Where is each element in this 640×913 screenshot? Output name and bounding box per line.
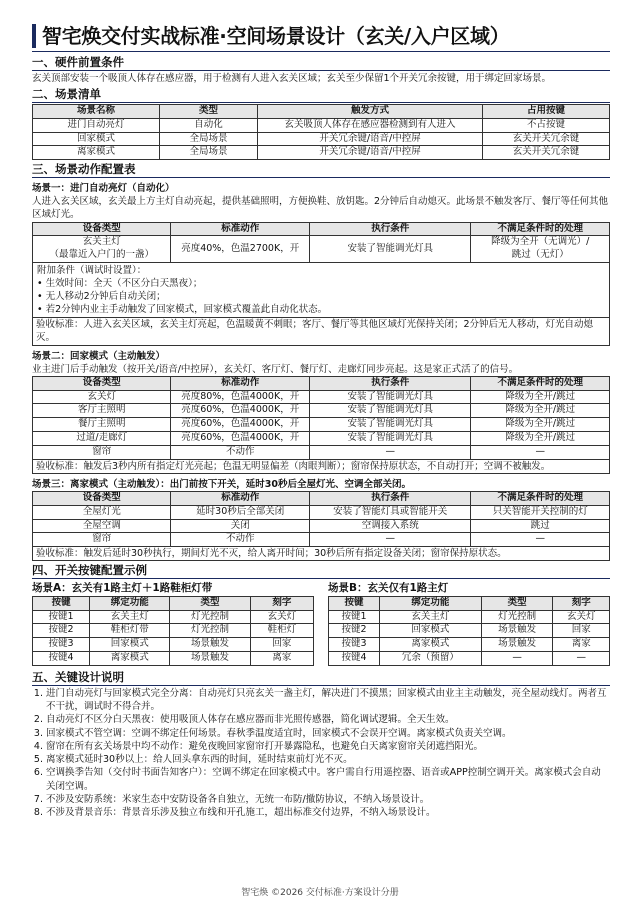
table-cell: 按键3 xyxy=(329,638,380,652)
table-cell: 按键3 xyxy=(33,638,90,652)
section-hardware-heading: 一、硬件前置条件 xyxy=(32,55,124,69)
table-cell: 回家 xyxy=(250,638,313,652)
table-cell: 回家模式 xyxy=(90,638,170,652)
table-cell: 离家模式 xyxy=(33,146,160,160)
table-cell: 离家 xyxy=(250,651,313,665)
scene1-notes xyxy=(32,263,610,318)
list-item: 2. 自动亮灯不区分白天黑夜：使用吸顶人体存在感应器而非光照传感器，简化调试逻辑。全天生效。 xyxy=(46,713,610,726)
table-header: 设备类型 xyxy=(33,376,171,390)
table-cell: 不占按键 xyxy=(483,118,610,132)
scene1-desc: 人进入玄关区域，玄关最上方主灯自动亮起，提供基础照明，方便换鞋、放钥匙。2分钟后自动熄灭。此场景不触发客厅、餐厅等任何其他区域灯光。 xyxy=(32,196,609,221)
table-row xyxy=(33,132,610,146)
table-cell: 不动作 xyxy=(171,533,309,547)
divider xyxy=(32,685,610,686)
section-notes-heading: 五、关键设计说明 xyxy=(32,669,124,684)
table-cell: 安装了智能调光灯具 xyxy=(309,418,471,432)
list-item: 5. 离家模式延时30秒以上：给人回头拿东西的时间，延时结束前灯光不灭。 xyxy=(46,753,610,766)
table-header: 标准动作 xyxy=(171,376,309,390)
table-cell: 延时30秒后全部关闭 xyxy=(171,505,309,519)
table-cell: 灯光控制 xyxy=(170,624,250,638)
table-header: 执行条件 xyxy=(309,222,471,236)
list-item: 3. 回家模式不管空调：空调不绑定任何场景。春秋季温度适宜时，回家模式不会误开空调。离家模式负责关空调。 xyxy=(46,727,610,740)
table-header: 执行条件 xyxy=(309,491,471,505)
table-cell: 冗余（预留） xyxy=(379,651,481,665)
scene3-title: 场景三：离家模式（主动触发）：出门前按下开关，延时30秒后全屋灯光、空调全部关闭。 xyxy=(32,478,411,490)
table-cell: 餐厅主照明 xyxy=(33,418,171,432)
list-item: 1. 进门自动亮灯与回家模式完全分离：自动亮灯只亮玄关一盏主灯，解决进门不摸黑；回家模式由业主主动触发，亮全屋动线灯。两者互不干扰，调试时不得合并。 xyxy=(46,687,610,714)
table-cell: 自动化 xyxy=(159,118,257,132)
table-cell: 跳过 xyxy=(471,519,610,533)
table-cell: 窗帘 xyxy=(33,533,171,547)
table-cell: 降级为全开/跳过 xyxy=(471,404,610,418)
table-header: 场景名称 xyxy=(33,104,160,118)
table-cell: — xyxy=(471,445,610,459)
divider xyxy=(32,578,610,579)
table-row xyxy=(33,445,610,459)
table-header: 刻字 xyxy=(250,596,313,610)
title-rule xyxy=(32,51,610,52)
scene2-title: 场景二：回家模式（主动触发） xyxy=(32,350,166,362)
table-row xyxy=(33,533,610,547)
table-cell: 离家模式 xyxy=(90,651,170,665)
table-cell: 亮度60%，色温4000K，开 xyxy=(171,404,309,418)
table-cell: 降级为全开（无调光）/ 跳过（无灯） xyxy=(471,236,610,263)
table-cell: 鞋柜灯带 xyxy=(90,624,170,638)
table-row xyxy=(33,651,314,665)
list-item: • 无人移动2分钟后自动关闭； xyxy=(37,290,605,303)
section-actions-heading: 三、场景动作配置表 xyxy=(32,162,136,177)
scene-a-block xyxy=(32,581,314,666)
table-cell: 安装了智能调光灯具 xyxy=(309,432,471,446)
table-cell: 降级为全开/跳过 xyxy=(471,432,610,446)
scene-b-table xyxy=(328,596,610,666)
table-cell: 安装了智能灯具或智能开关 xyxy=(309,505,471,519)
table-header: 不满足条件时的处理 xyxy=(471,376,610,390)
table-row xyxy=(33,404,610,418)
table-header: 类型 xyxy=(481,596,553,610)
table-cell: 只关智能开关控制的灯 xyxy=(471,505,610,519)
table-cell: 玄关灯 xyxy=(250,610,313,624)
table-header: 执行条件 xyxy=(309,376,471,390)
list-item: 6. 空调换季告知（交付时书面告知客户）：空调不绑定在回家模式中。客户需自行用遥控器、语音或APP控制空调开关。离家模式会自动关闭空调。 xyxy=(46,766,610,793)
table-cell: 灯光控制 xyxy=(481,610,553,624)
scene2-verify: 验收标准：触发后3秒内所有指定灯光亮起；色温无明显偏差（肉眼判断）；窗帘保持原状态，不自动打开；空调不被触发。 xyxy=(32,460,610,474)
table-header: 占用按键 xyxy=(483,104,610,118)
table-cell: 按键1 xyxy=(33,610,90,624)
table-header: 按键 xyxy=(329,596,380,610)
divider xyxy=(32,177,610,178)
table-header: 按键 xyxy=(33,596,90,610)
table-row xyxy=(33,118,610,132)
table-cell: 玄关吸顶人体存在感应器检测到有人进入 xyxy=(258,118,483,132)
table-cell: 玄关开关冗余键 xyxy=(483,132,610,146)
table-cell: 亮度40%，色温2700K，开 xyxy=(171,236,309,263)
table-cell: 玄关开关冗余键 xyxy=(483,146,610,160)
scene-b-block xyxy=(328,581,610,666)
table-cell: 按键4 xyxy=(329,651,380,665)
table-cell: 按键2 xyxy=(33,624,90,638)
table-cell: 回家模式 xyxy=(379,624,481,638)
table-header: 标准动作 xyxy=(171,222,309,236)
table-cell: 按键2 xyxy=(329,624,380,638)
scene1-title: 场景一：进门自动亮灯（自动化） xyxy=(32,183,175,195)
table-cell: 过道/走廊灯 xyxy=(33,432,171,446)
scene2-table xyxy=(32,376,610,460)
notes-title: 附加条件（调试时设置）： xyxy=(37,264,147,276)
page-title: 智宅焕交付实战标准·空间场景设计（玄关/入户区域） xyxy=(32,24,610,48)
table-cell: 亮度80%，色温4000K，开 xyxy=(171,390,309,404)
table-header: 设备类型 xyxy=(33,222,171,236)
scene3-verify: 验收标准：触发后延时30秒执行，期间灯光不灭，给人离开时间；30秒后所有指定设备关闭；窗帘保持原状态。 xyxy=(32,547,610,561)
table-cell: 安装了智能调光灯具 xyxy=(309,404,471,418)
table-row xyxy=(33,432,610,446)
divider xyxy=(32,70,610,71)
scene2-desc: 业主进门后手动触发（按开关/语音/中控屏），玄关灯、客厅灯、餐厅灯、走廊灯同步亮起。这是家正式活了的信号。 xyxy=(32,363,519,375)
table-row xyxy=(33,390,610,404)
table-header: 绑定功能 xyxy=(90,596,170,610)
table-cell: — xyxy=(553,651,610,665)
table-cell: 玄关灯 xyxy=(33,390,171,404)
table-cell: 按键1 xyxy=(329,610,380,624)
table-cell: 不动作 xyxy=(171,445,309,459)
table-row xyxy=(329,638,610,652)
table-header: 不满足条件时的处理 xyxy=(471,491,610,505)
list-item: 4. 窗帘在所有玄关场景中均不动作：避免夜晚回家窗帘打开暴露隐私，也避免白天离家窗帘关闭遮挡阳光。 xyxy=(46,740,610,753)
table-cell: 场景触发 xyxy=(481,638,553,652)
table-row xyxy=(33,519,610,533)
table-cell: 开关冗余键/语音/中控屏 xyxy=(258,146,483,160)
table-cell: 场景触发 xyxy=(481,624,553,638)
table-cell: 离家 xyxy=(553,638,610,652)
table-header: 绑定功能 xyxy=(379,596,481,610)
table-cell: — xyxy=(309,445,471,459)
table-row xyxy=(329,610,610,624)
table-header: 设备类型 xyxy=(33,491,171,505)
table-row xyxy=(33,418,610,432)
table-cell: 回家模式 xyxy=(33,132,160,146)
key-config-examples xyxy=(32,581,610,666)
table-cell: 客厅主照明 xyxy=(33,404,171,418)
table-cell: 玄关灯 xyxy=(553,610,610,624)
table-cell: 安装了智能调光灯具 xyxy=(309,390,471,404)
table-cell: 空调接入系统 xyxy=(309,519,471,533)
table-cell: 全屋空调 xyxy=(33,519,171,533)
table-cell: — xyxy=(471,533,610,547)
list-item: 7. 不涉及安防系统：米家生态中安防设备各自独立，无统一布防/撤防协议，不纳入场景设计。 xyxy=(46,793,610,806)
table-row xyxy=(329,624,610,638)
scene-b-title: 场景B：玄关仅有1路主灯 xyxy=(328,582,449,595)
scene1-table xyxy=(32,222,610,263)
table-cell: 离家模式 xyxy=(379,638,481,652)
list-item: 8. 不涉及背景音乐：背景音乐涉及独立布线和开孔施工，超出标准交付边界，不纳入场景设计。 xyxy=(46,806,610,819)
table-row xyxy=(33,624,314,638)
table-cell: 安装了智能调光灯具 xyxy=(309,236,471,263)
table-cell: 鞋柜灯 xyxy=(250,624,313,638)
table-cell: 全屋灯光 xyxy=(33,505,171,519)
table-cell: 灯光控制 xyxy=(170,610,250,624)
table-cell: 玄关主灯 （最靠近入户门的一盏） xyxy=(33,236,171,263)
scene1-verify: 验收标准：人进入玄关区域，玄关主灯亮起，色温暖黄不刺眼；客厅、餐厅等其他区域灯光保持关闭；2分钟后无人移动，灯光自动熄灭。 xyxy=(32,318,610,345)
table-header: 类型 xyxy=(170,596,250,610)
table-header: 触发方式 xyxy=(258,104,483,118)
table-cell: 玄关主灯 xyxy=(379,610,481,624)
table-row xyxy=(33,236,610,263)
table-header: 不满足条件时的处理 xyxy=(471,222,610,236)
scene-list-table xyxy=(32,104,610,160)
table-cell: 亮度60%，色温4000K，开 xyxy=(171,418,309,432)
table-header: 标准动作 xyxy=(171,491,309,505)
table-cell: 按键4 xyxy=(33,651,90,665)
table-header: 刻字 xyxy=(553,596,610,610)
table-cell: 回家 xyxy=(553,624,610,638)
table-cell: — xyxy=(481,651,553,665)
table-row xyxy=(33,610,314,624)
table-cell: 场景触发 xyxy=(170,638,250,652)
table-cell: 玄关主灯 xyxy=(90,610,170,624)
scene-a-table xyxy=(32,596,314,666)
table-cell: 降级为全开/跳过 xyxy=(471,418,610,432)
table-header: 类型 xyxy=(159,104,257,118)
table-cell: 进门自动亮灯 xyxy=(33,118,160,132)
scene3-table xyxy=(32,491,610,547)
table-row xyxy=(329,651,610,665)
section-scene-list-heading: 二、场景清单 xyxy=(32,87,101,102)
table-cell: — xyxy=(309,533,471,547)
table-cell: 亮度60%，色温4000K，开 xyxy=(171,432,309,446)
table-cell: 开关冗余键/语音/中控屏 xyxy=(258,132,483,146)
table-cell: 全局场景 xyxy=(159,132,257,146)
section-keys-heading: 四、开关按键配置示例 xyxy=(32,563,147,578)
table-cell: 全局场景 xyxy=(159,146,257,160)
table-row xyxy=(33,146,610,160)
page-footer: 智宅焕 ©2026 交付标准·方案设计分册 xyxy=(241,887,399,898)
table-cell: 关闭 xyxy=(171,519,309,533)
table-cell: 窗帘 xyxy=(33,445,171,459)
table-row xyxy=(33,638,314,652)
table-cell: 降级为全开/跳过 xyxy=(471,390,610,404)
hardware-text: 玄关顶部安装一个吸顶人体存在感应器，用于检测有人进入玄关区域；玄关至少保留1个开关冗余按键，用于绑定回家场景。 xyxy=(32,72,552,84)
scene-a-title: 场景A：玄关有1路主灯＋1路鞋柜灯带 xyxy=(32,582,213,595)
list-item: • 生效时间：全天（不区分白天黑夜）； xyxy=(37,277,605,290)
table-row xyxy=(33,505,610,519)
list-item: • 若2分钟内业主手动触发了回家模式，回家模式覆盖此自动化状态。 xyxy=(37,303,605,316)
design-notes-list xyxy=(32,687,610,820)
divider xyxy=(32,102,610,103)
table-cell: 场景触发 xyxy=(170,651,250,665)
